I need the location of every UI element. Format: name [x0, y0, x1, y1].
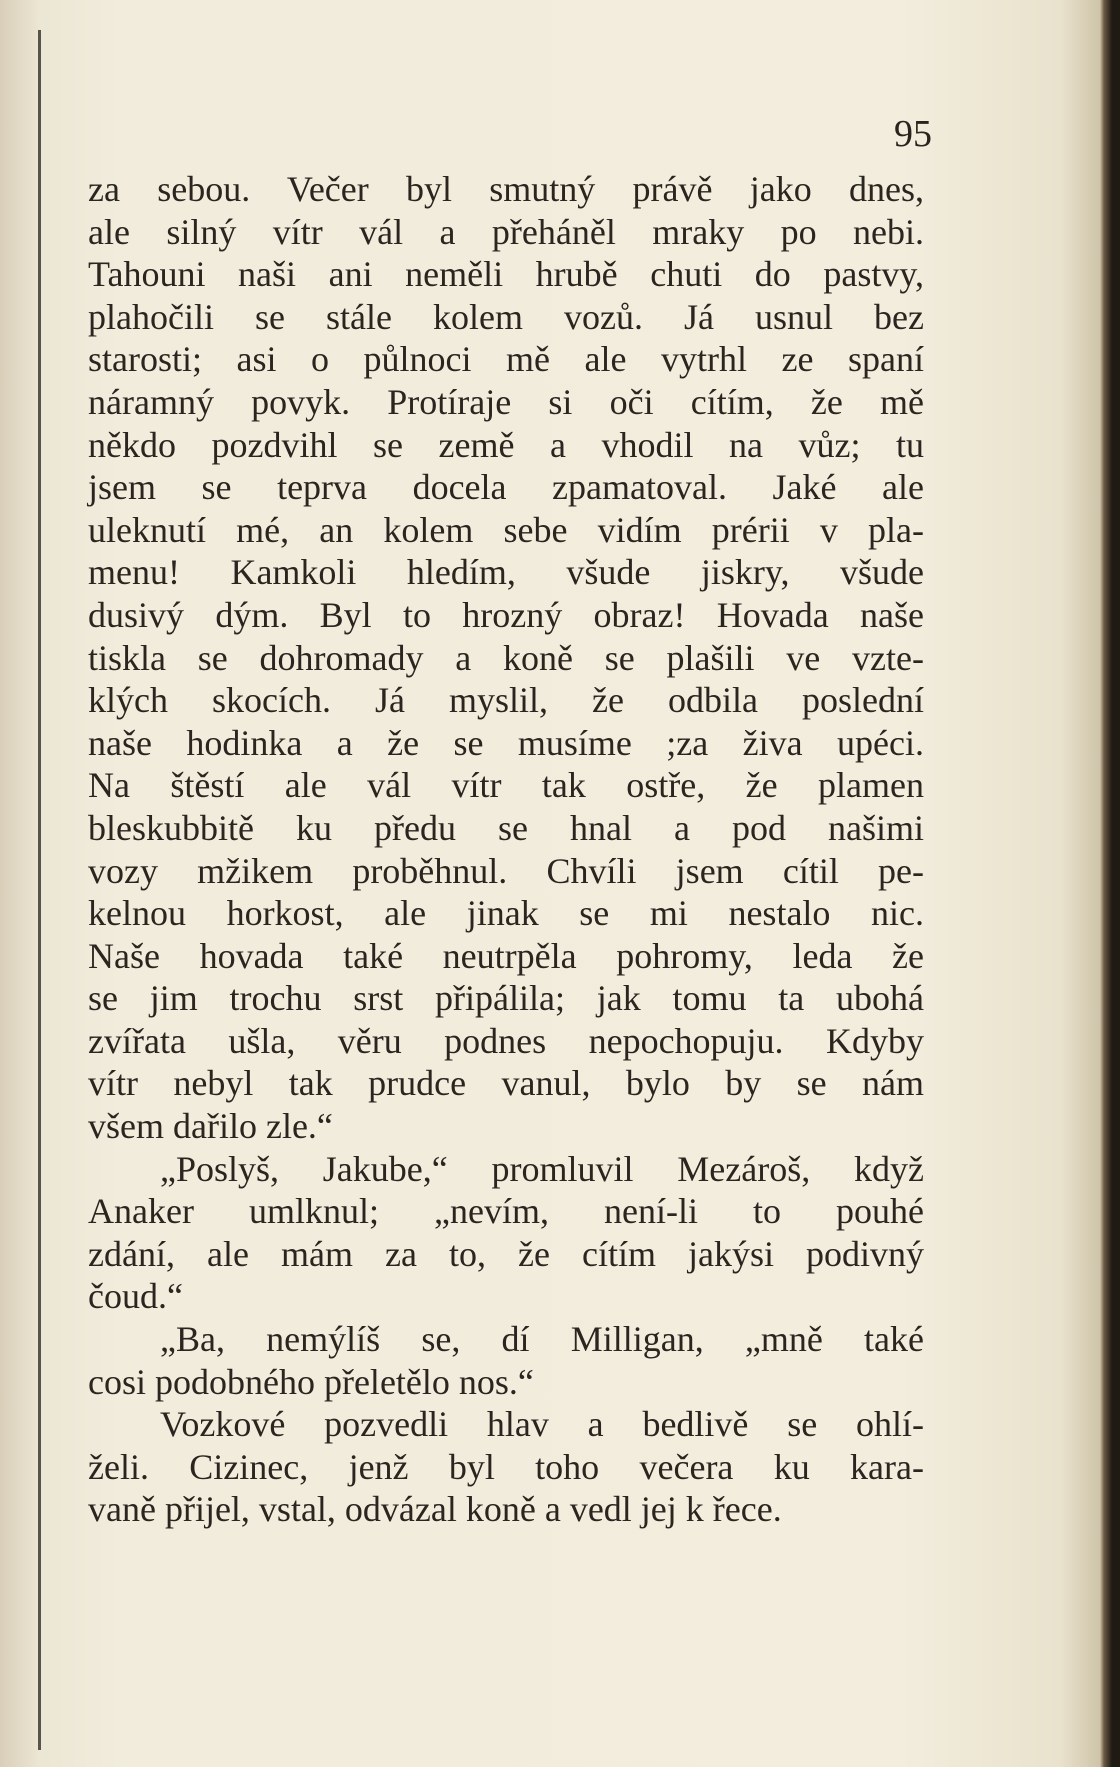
text-line: uleknutí mé, an kolem sebe vidím prérii v pla-	[88, 509, 924, 550]
text-line: klých skocích. Já myslil, že odbila poslední	[88, 680, 924, 721]
text-line: plahočili se stále kolem vozů. Já usnul bez	[88, 296, 924, 337]
body-text	[88, 168, 924, 1531]
text-line: menu! Kamkoli hledím, všude jiskry, všude	[88, 552, 924, 593]
text-line: Naše hovada také neutrpěla pohromy, leda že	[88, 935, 924, 976]
text-line: někdo pozdvihl se země a vhodil na vůz; tu	[88, 424, 924, 465]
text-line: všem dařilo zle.“	[88, 1106, 333, 1147]
text-line: tiskla se dohromady a koně se plašili ve vzte-	[88, 637, 924, 678]
text-line: zdání, ale mám za to, že cítím jakýsi podivný	[88, 1233, 924, 1274]
text-line: se jim trochu srst připálila; jak tomu ta ubohá	[88, 978, 924, 1019]
text-line: naše hodinka a že se musíme ;za živa upéci.	[88, 722, 924, 763]
text-line: želi. Cizinec, jenž byl toho večera ku kara-	[88, 1446, 924, 1487]
text-line: jsem se teprva docela zpamatoval. Jaké ale	[88, 467, 924, 508]
text-line: starosti; asi o půlnoci mě ale vytrhl ze spaní	[88, 339, 924, 380]
text-line: vítr nebyl tak prudce vanul, bylo by se nám	[88, 1063, 924, 1104]
text-line: čoud.“	[88, 1276, 183, 1317]
text-line: Tahouni naši ani neměli hrubě chuti do pastvy,	[88, 254, 924, 295]
text-line: vozy mžikem proběhnul. Chvíli jsem cítil pe-	[88, 850, 924, 891]
text-line: ale silný vítr vál a přeháněl mraky po nebi.	[88, 211, 924, 252]
page-number: 95	[894, 113, 932, 155]
text-line: zvířata ušla, věru podnes nepochopuju. Kdyby	[88, 1020, 924, 1061]
text-line: Na štěstí ale vál vítr tak ostře, že plamen	[88, 765, 924, 806]
text-line: dusivý dým. Byl to hrozný obraz! Hovada naše	[88, 594, 924, 635]
text-line: „Poslyš, Jakube,“ promluvil Mezároš, když	[160, 1148, 924, 1189]
text-line: za sebou. Večer byl smutný právě jako dnes,	[88, 169, 924, 209]
text-line: kelnou horkost, ale jinak se mi nestalo nic.	[88, 893, 924, 934]
text-line: „Ba, nemýlíš se, dí Milligan, „mně také	[160, 1319, 924, 1360]
text-line: bleskubbitě ku předu se hnal a pod našimi	[88, 807, 924, 848]
text-line: náramný povyk. Protíraje si oči cítím, že mě	[88, 381, 924, 422]
text-line: vaně přijel, vstal, odvázal koně a vedl jej k řece.	[88, 1489, 782, 1530]
text-line: Anaker umlknul; „nevím, není-li to pouhé	[88, 1191, 924, 1232]
text-line: cosi podobného přeletělo nos.“	[88, 1361, 534, 1402]
text-line: Vozkové pozvedli hlav a bedlivě se ohlí-	[160, 1404, 924, 1445]
binding-edge	[38, 30, 41, 1750]
